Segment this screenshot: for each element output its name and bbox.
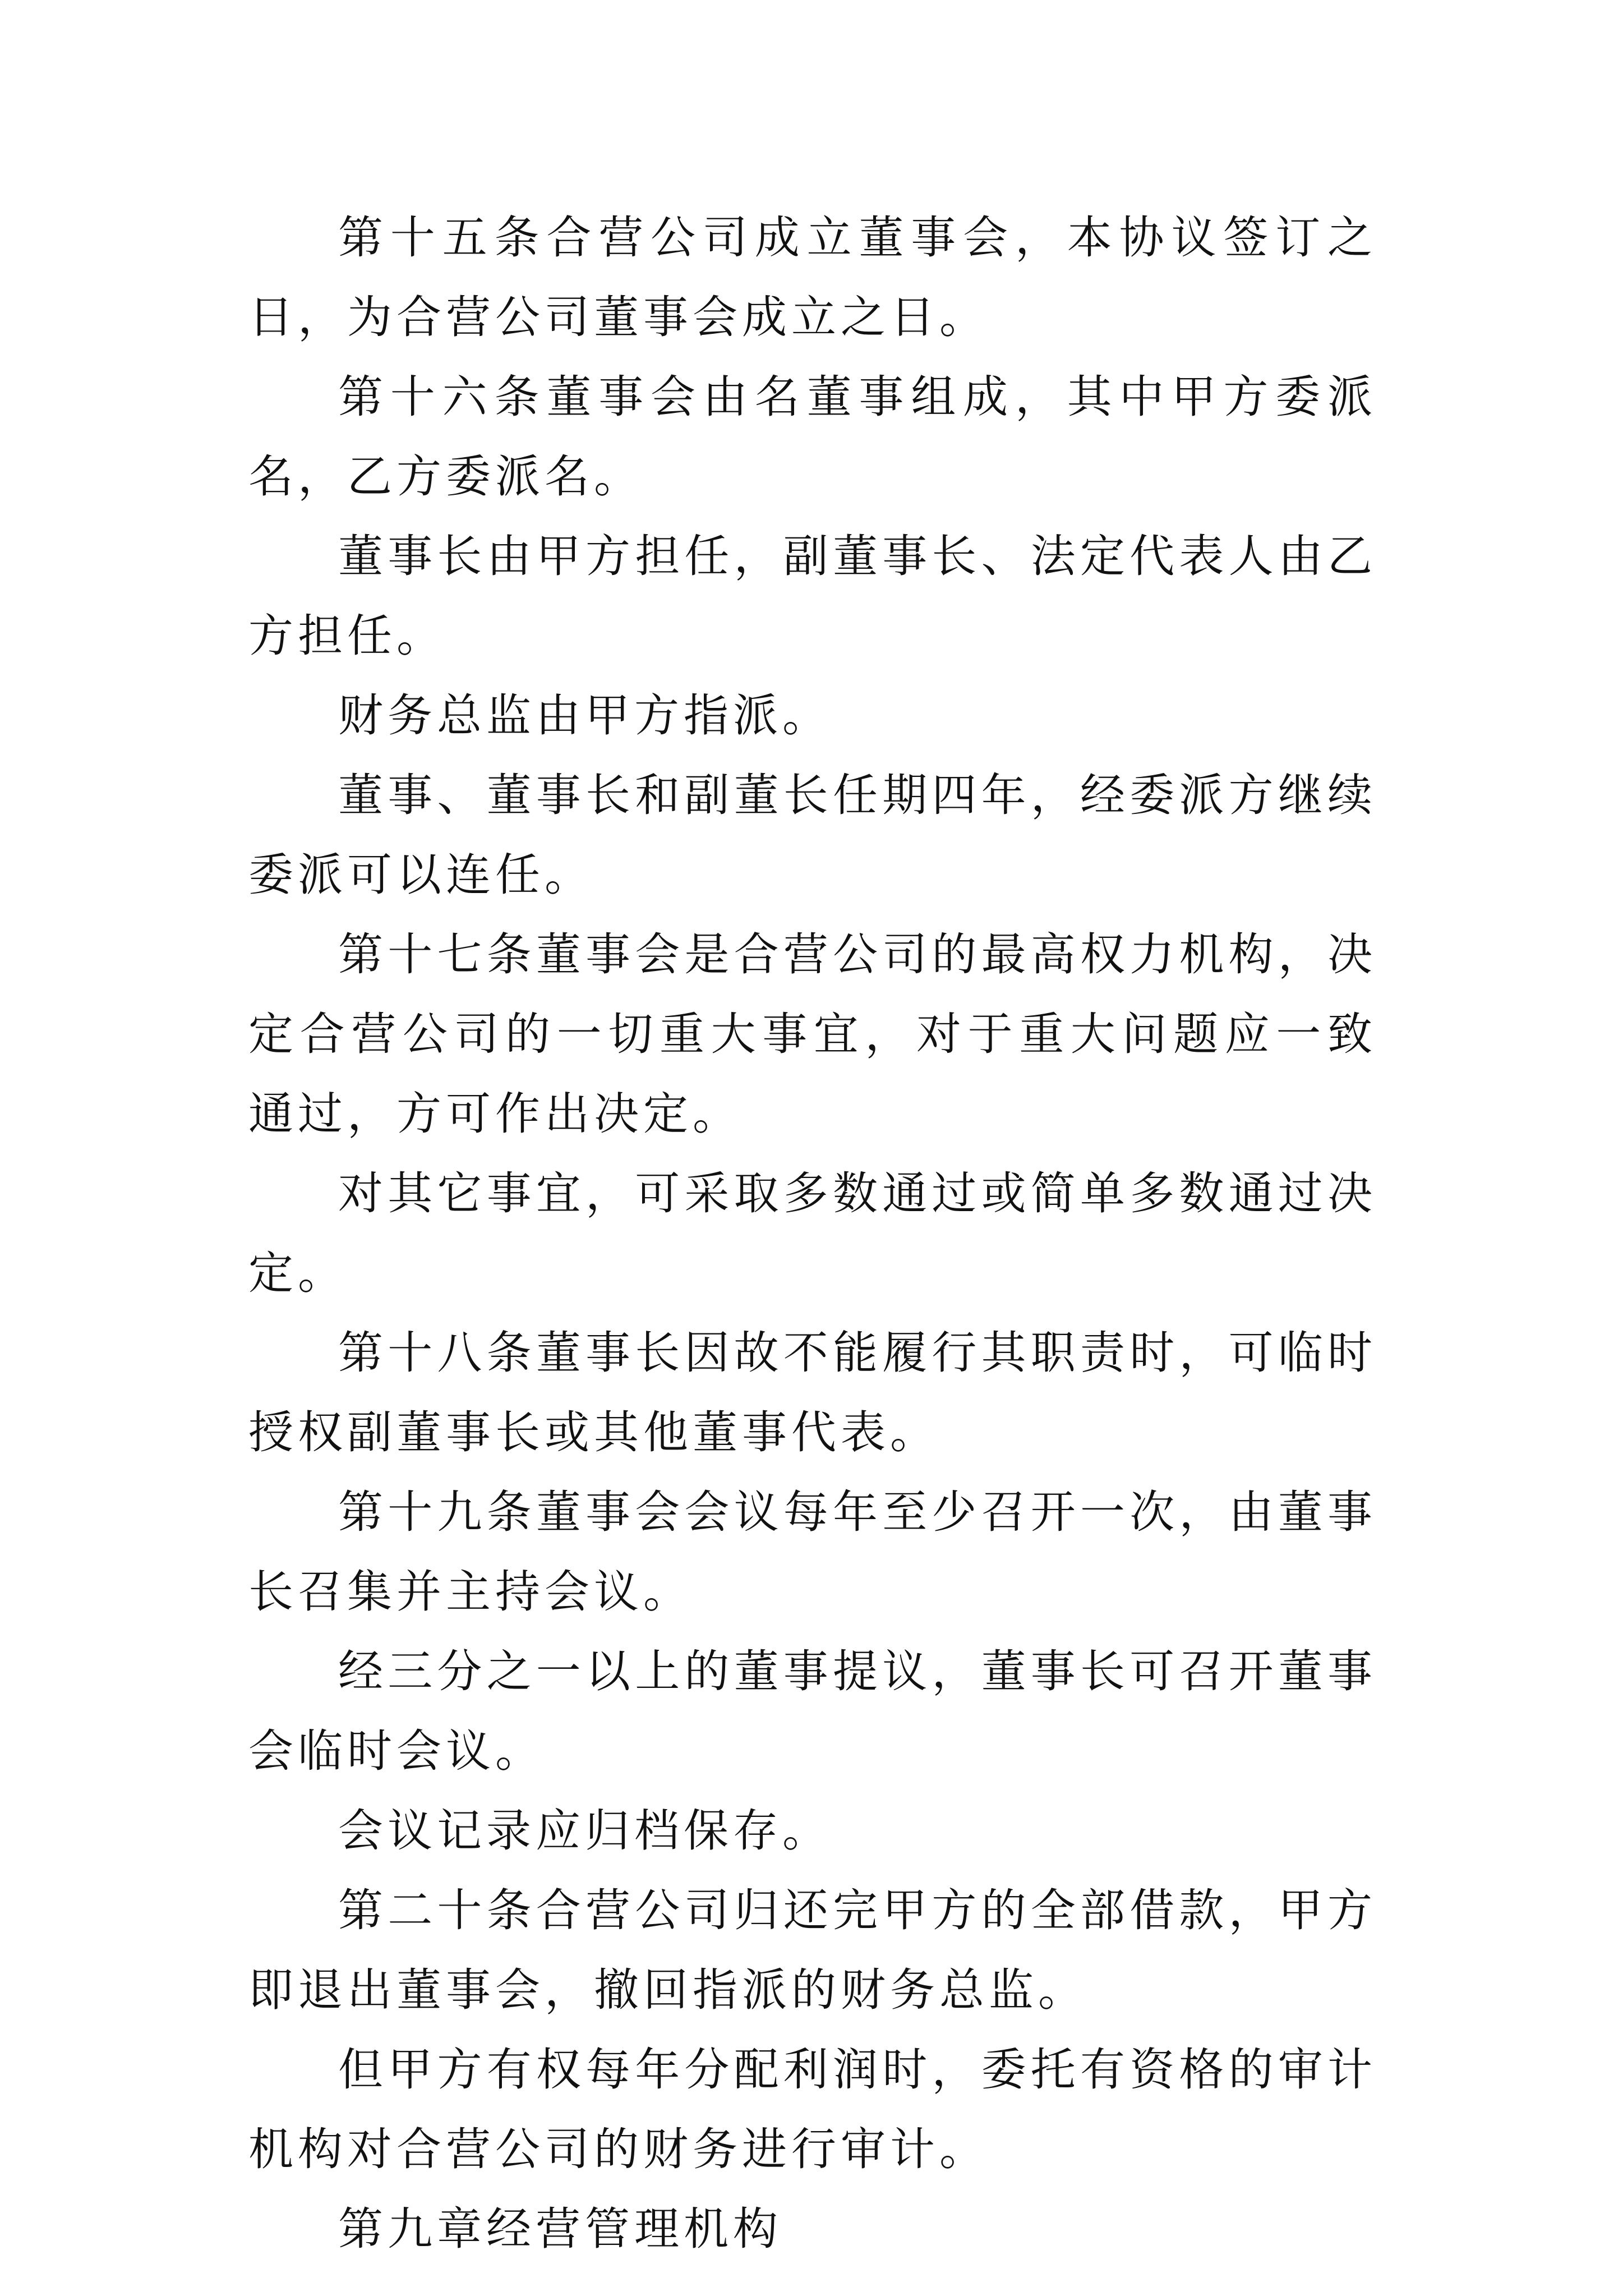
paragraph-article-15: 第十五条合营公司成立董事会，本协议签订之日，为合营公司董事会成立之日。	[248, 211, 1377, 343]
paragraph-article-16: 第十六条董事会由名董事组成，其中甲方委派名，乙方委派名。	[248, 371, 1377, 503]
document-body	[248, 198, 1377, 2269]
paragraph-article-17: 第十七条董事会是合营公司的最高权力机构，决定合营公司的一切重大事宜，对于重大问题应一致通过，方可作出决定。	[248, 928, 1377, 1140]
paragraph-other-matters: 对其它事宜，可采取多数通过或简单多数通过决定。	[248, 1167, 1377, 1299]
paragraph-term: 董事、董事长和副董长任期四年，经委派方继续委派可以连任。	[248, 769, 1377, 901]
paragraph-article-18: 第十八条董事长因故不能履行其职责时，可临时授权副董事长或其他董事代表。	[248, 1327, 1377, 1458]
paragraph-article-20: 第二十条合营公司归还完甲方的全部借款，甲方即退出董事会，撤回指派的财务总监。	[248, 1884, 1377, 2016]
paragraph-interim-meeting: 经三分之一以上的董事提议，董事长可召开董事会临时会议。	[248, 1645, 1377, 1777]
paragraph-chairman: 董事长由甲方担任，副董事长、法定代表人由乙方担任。	[248, 530, 1377, 662]
paragraph-cfo: 财务总监由甲方指派。	[338, 689, 832, 742]
paragraph-article-19: 第十九条董事会会议每年至少召开一次，由董事长召集并主持会议。	[248, 1486, 1377, 1618]
paragraph-minutes: 会议记录应归档保存。	[338, 1805, 832, 1857]
paragraph-audit: 但甲方有权每年分配利润时，委托有资格的审计机构对合营公司的财务进行审计。	[248, 2044, 1377, 2175]
chapter-heading: 第九章经营管理机构	[338, 2203, 782, 2255]
